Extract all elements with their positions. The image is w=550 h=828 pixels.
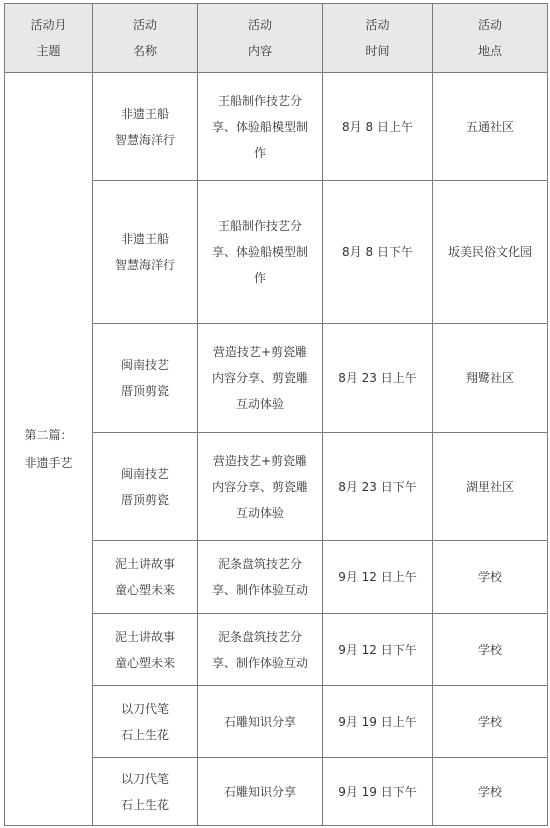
table-row [5,73,548,181]
activity-content-text: 营造技艺+剪瓷雕 [212,345,308,359]
header-time [323,4,433,73]
activity-name-text: 非遗王船 [120,232,169,246]
theme-text: 非遗手艺 [24,456,73,470]
header-content [198,4,323,73]
header-text: 名称 [132,44,157,58]
activity-content-text: 互动体验 [235,397,284,411]
activity-content-cell [198,758,323,826]
activity-name-cell [93,73,198,181]
activity-name-text: 智慧海洋行 [114,258,175,272]
activity-name-text: 闽南技艺 [120,358,169,372]
activity-content-text: 享、制作体验互动 [211,655,308,670]
header-text: 时间 [365,44,390,58]
activity-name-text: 石上生花 [120,727,169,742]
activity-name-cell [93,181,198,324]
header-theme [5,4,93,73]
activity-place-cell: 学校 [433,686,548,758]
activity-name-text: 石上生花 [120,797,169,812]
activity-time-cell: 8月 23 日下午 [323,433,433,541]
activity-content-text: 泥条盘筑技艺分 [217,557,302,571]
activity-time-cell: 8月 8 日上午 [323,73,433,181]
activity-content-text: 内容分享、剪瓷雕 [211,479,308,494]
activity-content-text: 享、体验船模型制 [211,245,308,259]
activity-name-text: 非遗王船 [120,106,169,121]
activity-name-cell [93,614,198,686]
activity-name-cell [93,433,198,541]
activity-name-text: 厝顶剪瓷 [120,384,169,398]
header-text: 活动月 [30,18,67,32]
activity-content-cell [198,686,323,758]
activity-content-text: 享、体验船模型制 [211,119,308,134]
header-name [93,4,198,73]
activity-content-text: 互动体验 [235,505,284,520]
activity-content-text: 内容分享、剪瓷雕 [211,371,308,385]
activity-name-cell [93,324,198,433]
activity-time-cell: 8月 8 日下午 [323,181,433,324]
header-text: 活动 [247,18,272,32]
activity-content-cell [198,541,323,614]
activity-name-text: 闽南技艺 [120,466,169,481]
theme-cell [5,73,93,826]
activity-place-cell: 学校 [433,541,548,614]
activity-schedule-table [4,3,548,826]
header-text: 活动 [132,18,157,32]
activity-content-text: 王船制作技艺分 [217,219,302,233]
activity-name-text: 以刀代笔 [120,771,169,786]
activity-name-text: 以刀代笔 [120,701,169,716]
header-text: 活动 [365,18,390,32]
activity-time-cell: 9月 19 日上午 [323,686,433,758]
activity-time-cell: 9月 19 日下午 [323,758,433,826]
activity-name-cell [93,686,198,758]
activity-place-cell: 翔鹭社区 [433,324,548,433]
activity-place-cell: 五通社区 [433,73,548,181]
activity-content-text: 营造技艺+剪瓷雕 [212,453,308,468]
activity-name-text: 泥土讲故事 [114,629,175,644]
activity-content-cell [198,181,323,324]
activity-time-cell: 8月 23 日上午 [323,324,433,433]
header-text: 活动 [477,18,502,32]
activity-content-cell [198,433,323,541]
activity-content-text: 石雕知识分享 [223,714,296,729]
activity-content-cell [198,614,323,686]
header-text: 地点 [477,44,502,58]
header-text: 主题 [36,44,61,58]
activity-content-cell [198,324,323,433]
theme-text: 第二篇： [24,428,73,442]
activity-content-text: 作 [253,271,266,285]
header-text: 内容 [247,44,272,58]
activity-time-cell: 9月 12 日上午 [323,541,433,614]
activity-content-text: 泥条盘筑技艺分 [217,629,302,644]
activity-name-text: 泥土讲故事 [114,557,175,571]
activity-content-text: 作 [253,145,266,160]
activity-name-text: 童心塑未来 [114,655,175,670]
activity-content-text: 王船制作技艺分 [217,93,302,108]
activity-place-cell: 学校 [433,614,548,686]
activity-name-cell [93,758,198,826]
activity-name-text: 厝顶剪瓷 [120,492,169,507]
activity-content-text: 享、制作体验互动 [211,583,308,597]
activity-place-cell: 坂美民俗文化园 [433,181,548,324]
activity-name-cell [93,541,198,614]
activity-place-cell: 湖里社区 [433,433,548,541]
activity-time-cell: 9月 12 日下午 [323,614,433,686]
activity-name-text: 童心塑未来 [114,583,175,597]
activity-content-cell [198,73,323,181]
header-place [433,4,548,73]
activity-place-cell: 学校 [433,758,548,826]
activity-name-text: 智慧海洋行 [114,132,175,147]
activity-content-text: 石雕知识分享 [223,784,296,799]
table-header-row [5,4,548,73]
